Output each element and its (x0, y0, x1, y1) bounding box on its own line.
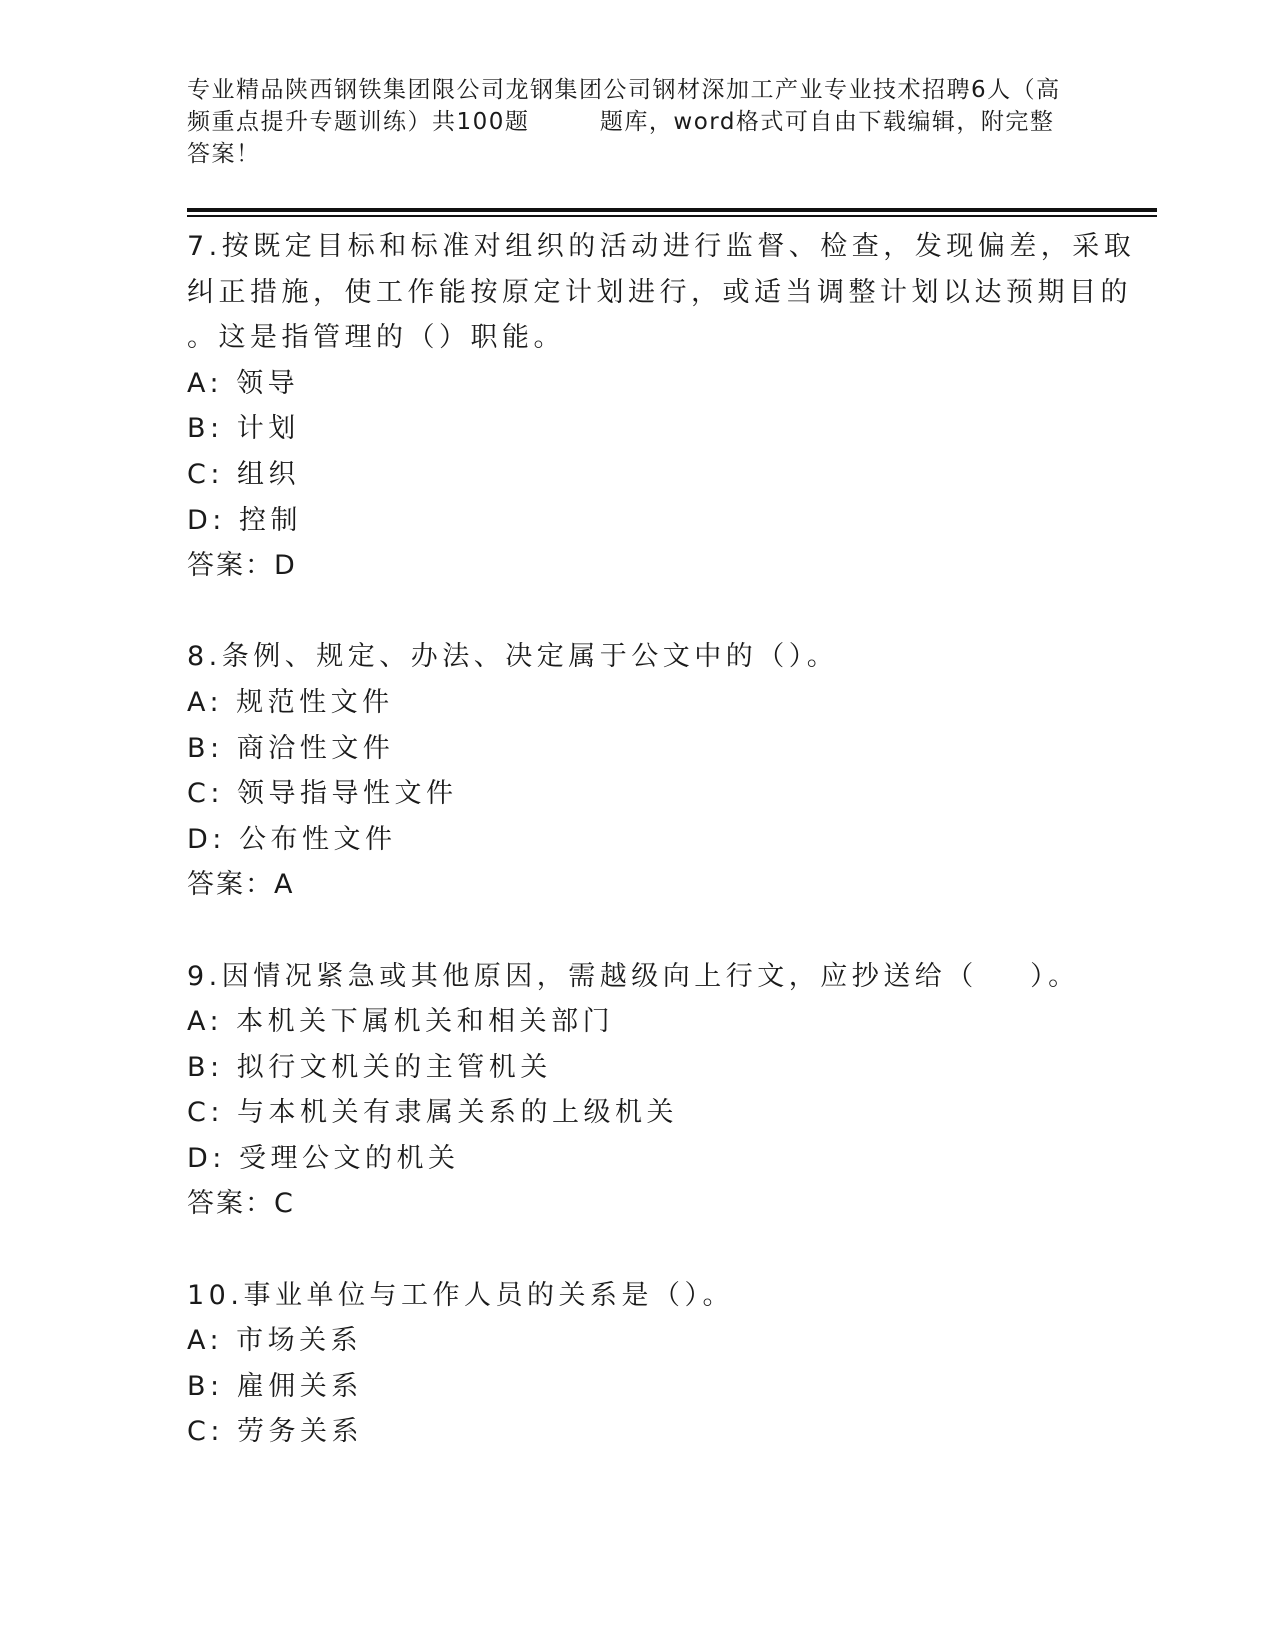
option-c: C: 领导指导性文件 (187, 778, 458, 810)
header-line-2: 频重点提升专题训练）共100题 题库，word格式可自由下载编辑，附完整 (187, 109, 1055, 135)
question-block (187, 954, 1107, 1228)
question-text: 10.事业单位与工作人员的关系是（）。 (187, 1279, 734, 1311)
answer: 答案：C (187, 1188, 295, 1220)
document-header (187, 74, 1087, 170)
option-a: A: 本机关下属机关和相关部门 (187, 1006, 615, 1038)
question-list (187, 224, 1136, 1455)
header-line-1: 专业精品陕西钢铁集团限公司龙钢集团公司钢材深加工产业专业技术招聘6人（高 (187, 77, 1061, 103)
question-text: 7.按既定目标和标准对组织的活动进行监督、检查，发现偏差，采取 (187, 231, 1136, 262)
question-text: 8.条例、规定、办法、决定属于公文中的（）。 (187, 641, 839, 673)
option-d: D: 受理公文的机关 (187, 1142, 460, 1174)
option-c: C: 与本机关有隶属关系的上级机关 (187, 1097, 679, 1129)
answer: 答案：A (187, 869, 295, 901)
spacer (187, 908, 1107, 954)
spacer (187, 589, 1107, 635)
question-block (187, 224, 1136, 589)
answer: 答案：D (187, 550, 297, 582)
question-text: 9.因情况紧急或其他原因，需越级向上行文，应抄送给（ ）。 (187, 960, 1080, 992)
option-b: B: 商洽性文件 (187, 732, 395, 764)
spacer (187, 1227, 1107, 1273)
option-b: B: 拟行文机关的主管机关 (187, 1051, 552, 1083)
option-a: A: 市场关系 (187, 1325, 363, 1357)
option-a: A: 领导 (187, 367, 300, 399)
question-block (187, 1273, 1107, 1455)
option-c: C: 组织 (187, 458, 301, 490)
option-b: B: 计划 (187, 413, 300, 445)
header-line-3: 答案！ (187, 141, 261, 167)
option-d: D: 公布性文件 (187, 823, 397, 855)
question-block (187, 634, 1107, 908)
option-d: D: 控制 (187, 504, 302, 536)
option-b: B: 雇佣关系 (187, 1370, 363, 1402)
option-c: C: 劳务关系 (187, 1416, 364, 1448)
option-a: A: 规范性文件 (187, 686, 394, 718)
question-text: 纠正措施，使工作能按原定计划进行，或适当调整计划以达预期目的 (187, 276, 1132, 308)
header-rule-thick (187, 208, 1157, 212)
question-text: 。这是指管理的（）职能。 (187, 322, 565, 354)
header-rule-thin (187, 215, 1157, 217)
